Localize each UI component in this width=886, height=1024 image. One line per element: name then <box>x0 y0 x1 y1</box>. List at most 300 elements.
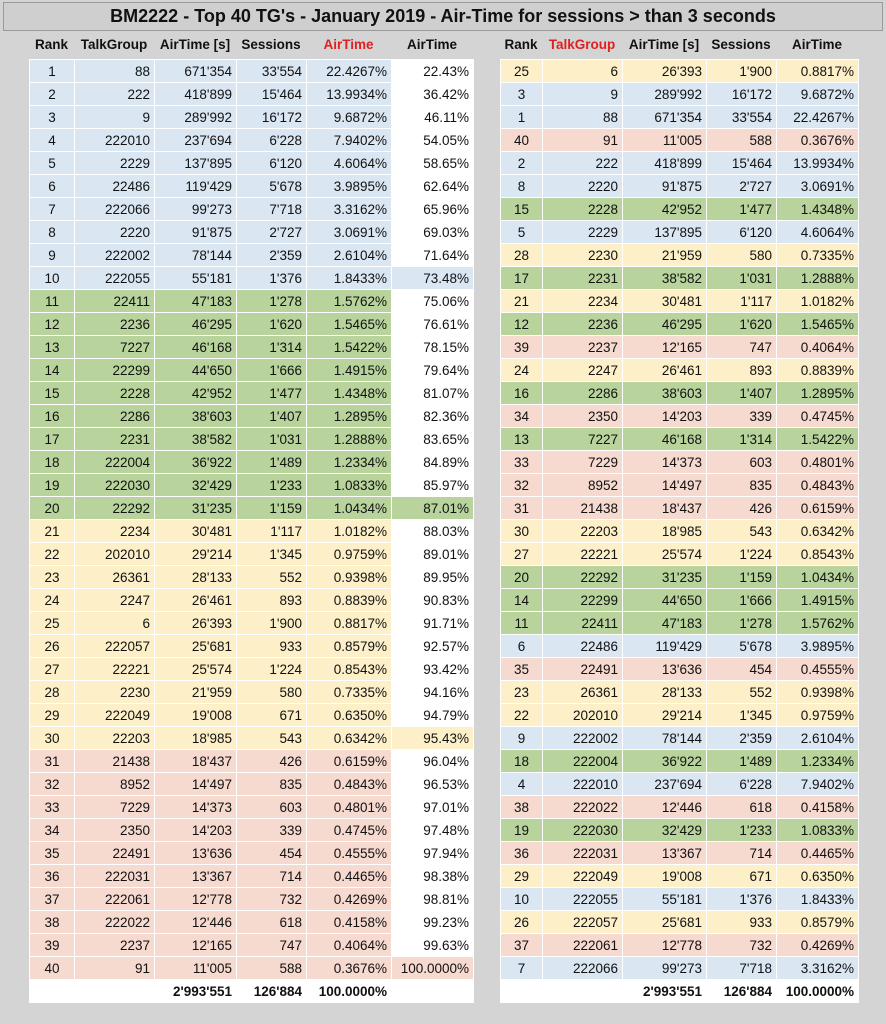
airtime-cumulative-cell: 100.0000% <box>392 957 474 980</box>
rank-cell: 36 <box>501 842 543 865</box>
table-row <box>30 911 474 934</box>
airtime-pct-cell: 0.4269% <box>307 888 392 911</box>
airtime-cumulative-cell: 82.36% <box>392 405 474 428</box>
airtime-seconds-cell: 38'582 <box>623 267 707 290</box>
table-row <box>30 198 474 221</box>
talkgroup-cell: 2237 <box>543 336 623 359</box>
airtime-cumulative-cell: 76.61% <box>392 313 474 336</box>
talkgroup-cell: 222 <box>75 83 155 106</box>
airtime-seconds-cell: 99'273 <box>155 198 237 221</box>
empty-cell <box>543 980 623 1003</box>
talkgroup-cell: 222061 <box>543 934 623 957</box>
airtime-pct-cell: 9.6872% <box>307 106 392 129</box>
airtime-seconds-cell: 671'354 <box>155 60 237 83</box>
airtime-pct-cell: 0.8839% <box>777 359 859 382</box>
airtime-cumulative-cell: 36.42% <box>392 83 474 106</box>
talkgroup-cell: 2230 <box>75 681 155 704</box>
airtime-seconds-cell: 29'214 <box>623 704 707 727</box>
rank-cell: 40 <box>501 129 543 152</box>
rank-cell: 30 <box>30 727 75 750</box>
airtime-pct-cell: 0.6342% <box>777 520 859 543</box>
sessions-cell: 1'314 <box>707 428 777 451</box>
left-header-airtime-seconds: AirTime [s] <box>159 37 231 52</box>
airtime-seconds-cell: 21'959 <box>155 681 237 704</box>
airtime-seconds-cell: 137'895 <box>155 152 237 175</box>
airtime-seconds-cell: 28'133 <box>623 681 707 704</box>
sessions-cell: 33'554 <box>237 60 307 83</box>
airtime-pct-cell: 0.4745% <box>307 819 392 842</box>
airtime-pct-cell: 1.2895% <box>307 405 392 428</box>
rank-cell: 37 <box>501 934 543 957</box>
airtime-pct-cell: 0.8839% <box>307 589 392 612</box>
talkgroup-cell: 202010 <box>75 543 155 566</box>
airtime-seconds-cell: 21'959 <box>623 244 707 267</box>
airtime-pct-cell: 0.7335% <box>777 244 859 267</box>
rank-cell: 14 <box>501 589 543 612</box>
table-row <box>501 175 859 198</box>
rank-cell: 20 <box>501 566 543 589</box>
airtime-pct-cell: 0.9759% <box>777 704 859 727</box>
airtime-seconds-cell: 14'373 <box>155 796 237 819</box>
airtime-seconds-cell: 44'650 <box>623 589 707 612</box>
airtime-pct-cell: 0.8579% <box>777 911 859 934</box>
airtime-cumulative-cell: 93.42% <box>392 658 474 681</box>
rank-cell: 31 <box>501 497 543 520</box>
talkgroup-cell: 7227 <box>543 428 623 451</box>
airtime-pct-cell: 0.7335% <box>307 681 392 704</box>
talkgroup-cell: 26361 <box>543 681 623 704</box>
airtime-pct-cell: 9.6872% <box>777 83 859 106</box>
rank-cell: 16 <box>501 382 543 405</box>
table-row <box>30 106 474 129</box>
airtime-seconds-cell: 18'437 <box>155 750 237 773</box>
airtime-cumulative-cell: 90.83% <box>392 589 474 612</box>
talkgroup-cell: 6 <box>543 60 623 83</box>
table-row <box>30 727 474 750</box>
airtime-pct-cell: 3.0691% <box>307 221 392 244</box>
rank-cell: 1 <box>30 60 75 83</box>
sessions-cell: 603 <box>237 796 307 819</box>
sessions-cell: 1'159 <box>707 566 777 589</box>
airtime-pct-cell: 1.5422% <box>777 428 859 451</box>
talkgroup-cell: 2350 <box>543 405 623 428</box>
airtime-seconds-cell: 18'437 <box>623 497 707 520</box>
airtime-pct-cell: 7.9402% <box>777 773 859 796</box>
talkgroup-cell: 2220 <box>543 175 623 198</box>
airtime-seconds-cell: 26'393 <box>155 612 237 635</box>
sessions-cell: 618 <box>707 796 777 819</box>
airtime-pct-cell: 1.0833% <box>777 819 859 842</box>
sessions-cell: 1'031 <box>237 428 307 451</box>
rank-cell: 15 <box>501 198 543 221</box>
airtime-pct-cell: 1.2895% <box>777 382 859 405</box>
talkgroup-cell: 222057 <box>543 911 623 934</box>
table-row <box>501 612 859 635</box>
rank-cell: 39 <box>30 934 75 957</box>
rank-cell: 23 <box>501 681 543 704</box>
rank-cell: 10 <box>501 888 543 911</box>
airtime-seconds-cell: 30'481 <box>623 290 707 313</box>
table-row <box>30 451 474 474</box>
airtime-seconds-cell: 13'636 <box>623 658 707 681</box>
talkgroup-cell: 22299 <box>543 589 623 612</box>
airtime-cumulative-cell: 91.71% <box>392 612 474 635</box>
sessions-cell: 454 <box>237 842 307 865</box>
sessions-cell: 552 <box>707 681 777 704</box>
airtime-cumulative-cell: 97.48% <box>392 819 474 842</box>
talkgroup-cell: 222 <box>543 152 623 175</box>
talkgroup-cell: 222049 <box>75 704 155 727</box>
talkgroup-cell: 222061 <box>75 888 155 911</box>
airtime-pct-cell: 3.3162% <box>307 198 392 221</box>
rank-cell: 40 <box>30 957 75 980</box>
sessions-cell: 16'172 <box>237 106 307 129</box>
airtime-pct-cell: 0.8543% <box>777 543 859 566</box>
rank-cell: 3 <box>30 106 75 129</box>
totals-row <box>30 980 474 1003</box>
talkgroup-cell: 6 <box>75 612 155 635</box>
sessions-cell: 426 <box>707 497 777 520</box>
airtime-pct-cell: 0.4555% <box>777 658 859 681</box>
rank-cell: 12 <box>501 313 543 336</box>
talkgroup-cell: 222022 <box>75 911 155 934</box>
airtime-seconds-cell: 46'168 <box>623 428 707 451</box>
sessions-cell: 1'477 <box>707 198 777 221</box>
airtime-seconds-cell: 44'650 <box>155 359 237 382</box>
rank-cell: 24 <box>501 359 543 382</box>
table-row <box>501 405 859 428</box>
table-row <box>501 221 859 244</box>
table-row <box>501 543 859 566</box>
airtime-cumulative-cell: 54.05% <box>392 129 474 152</box>
sessions-cell: 15'464 <box>707 152 777 175</box>
sessions-cell: 2'727 <box>707 175 777 198</box>
airtime-pct-cell: 0.6159% <box>307 750 392 773</box>
sessions-cell: 1'224 <box>707 543 777 566</box>
sessions-cell: 1'376 <box>237 267 307 290</box>
talkgroup-cell: 222010 <box>75 129 155 152</box>
airtime-seconds-cell: 99'273 <box>623 957 707 980</box>
talkgroup-cell: 2234 <box>543 290 623 313</box>
airtime-pct-cell: 1.2888% <box>307 428 392 451</box>
airtime-cumulative-cell: 22.43% <box>392 60 474 83</box>
sessions-cell: 15'464 <box>237 83 307 106</box>
rank-cell: 20 <box>30 497 75 520</box>
sessions-cell: 714 <box>707 842 777 865</box>
airtime-cumulative-cell: 81.07% <box>392 382 474 405</box>
rank-cell: 28 <box>501 244 543 267</box>
talkgroup-cell: 2231 <box>75 428 155 451</box>
rank-cell: 18 <box>501 750 543 773</box>
airtime-pct-cell: 0.4843% <box>777 474 859 497</box>
sessions-cell: 552 <box>237 566 307 589</box>
rank-cell: 32 <box>501 474 543 497</box>
airtime-seconds-cell: 78'144 <box>623 727 707 750</box>
airtime-pct-cell: 1.5762% <box>777 612 859 635</box>
airtime-seconds-cell: 42'952 <box>623 198 707 221</box>
sessions-cell: 747 <box>707 336 777 359</box>
rank-cell: 24 <box>30 589 75 612</box>
right-sorted-table <box>500 59 859 1003</box>
airtime-pct-cell: 0.6159% <box>777 497 859 520</box>
sessions-cell: 1'900 <box>707 60 777 83</box>
table-row <box>501 957 859 980</box>
airtime-cumulative-cell: 87.01% <box>392 497 474 520</box>
airtime-pct-cell: 1.4915% <box>777 589 859 612</box>
airtime-pct-cell: 22.4267% <box>307 60 392 83</box>
talkgroup-cell: 222030 <box>75 474 155 497</box>
rank-cell: 36 <box>30 865 75 888</box>
airtime-pct-cell: 1.0182% <box>777 290 859 313</box>
table-row <box>501 497 859 520</box>
sessions-cell: 747 <box>237 934 307 957</box>
talkgroup-cell: 22411 <box>75 290 155 313</box>
talkgroup-cell: 2220 <box>75 221 155 244</box>
rank-cell: 4 <box>30 129 75 152</box>
airtime-pct-cell: 3.3162% <box>777 957 859 980</box>
talkgroup-cell: 222002 <box>543 727 623 750</box>
airtime-pct-cell: 0.8817% <box>777 60 859 83</box>
rank-cell: 39 <box>501 336 543 359</box>
talkgroup-cell: 222002 <box>75 244 155 267</box>
sessions-cell: 339 <box>237 819 307 842</box>
airtime-seconds-cell: 46'168 <box>155 336 237 359</box>
talkgroup-cell: 7229 <box>75 796 155 819</box>
airtime-cumulative-cell: 97.94% <box>392 842 474 865</box>
airtime-pct-cell: 22.4267% <box>777 106 859 129</box>
table-row <box>501 750 859 773</box>
table-row <box>30 842 474 865</box>
airtime-pct-cell: 1.8433% <box>307 267 392 290</box>
talkgroup-cell: 2230 <box>543 244 623 267</box>
total-airtime-cell: 2'993'551 <box>623 980 707 1003</box>
table-row <box>501 796 859 819</box>
rank-cell: 11 <box>30 290 75 313</box>
sessions-cell: 1'376 <box>707 888 777 911</box>
talkgroup-cell: 22203 <box>543 520 623 543</box>
airtime-pct-cell: 0.4269% <box>777 934 859 957</box>
airtime-pct-cell: 1.0434% <box>307 497 392 520</box>
airtime-seconds-cell: 19'008 <box>623 865 707 888</box>
airtime-seconds-cell: 55'181 <box>155 267 237 290</box>
airtime-cumulative-cell: 79.64% <box>392 359 474 382</box>
airtime-pct-cell: 4.6064% <box>777 221 859 244</box>
rank-cell: 30 <box>501 520 543 543</box>
rank-cell: 21 <box>501 290 543 313</box>
airtime-seconds-cell: 91'875 <box>155 221 237 244</box>
airtime-seconds-cell: 25'574 <box>623 543 707 566</box>
table-row <box>30 635 474 658</box>
airtime-cumulative-cell: 98.81% <box>392 888 474 911</box>
talkgroup-cell: 222049 <box>543 865 623 888</box>
table-row <box>501 934 859 957</box>
table-row <box>501 451 859 474</box>
talkgroup-cell: 22486 <box>543 635 623 658</box>
talkgroup-cell: 91 <box>75 957 155 980</box>
airtime-cumulative-cell: 95.43% <box>392 727 474 750</box>
airtime-pct-cell: 1.8433% <box>777 888 859 911</box>
talkgroup-cell: 2286 <box>75 405 155 428</box>
rank-cell: 6 <box>501 635 543 658</box>
sessions-cell: 1'489 <box>237 451 307 474</box>
airtime-seconds-cell: 25'574 <box>155 658 237 681</box>
talkgroup-cell: 2229 <box>75 152 155 175</box>
airtime-seconds-cell: 31'235 <box>155 497 237 520</box>
airtime-seconds-cell: 12'778 <box>155 888 237 911</box>
airtime-pct-cell: 0.4064% <box>777 336 859 359</box>
sessions-cell: 2'727 <box>237 221 307 244</box>
airtime-cumulative-cell: 89.01% <box>392 543 474 566</box>
rank-cell: 38 <box>30 911 75 934</box>
airtime-seconds-cell: 14'203 <box>155 819 237 842</box>
airtime-pct-cell: 3.9895% <box>307 175 392 198</box>
rank-cell: 9 <box>30 244 75 267</box>
airtime-seconds-cell: 418'899 <box>155 83 237 106</box>
table-row <box>501 313 859 336</box>
airtime-pct-cell: 0.3676% <box>307 957 392 980</box>
talkgroup-cell: 21438 <box>75 750 155 773</box>
airtime-pct-cell: 0.3676% <box>777 129 859 152</box>
airtime-pct-cell: 1.0434% <box>777 566 859 589</box>
airtime-seconds-cell: 47'183 <box>623 612 707 635</box>
right-header-rank: Rank <box>504 37 538 52</box>
airtime-pct-cell: 3.9895% <box>777 635 859 658</box>
rank-cell: 8 <box>501 175 543 198</box>
talkgroup-cell: 22221 <box>543 543 623 566</box>
talkgroup-cell: 2228 <box>543 198 623 221</box>
table-row <box>30 612 474 635</box>
rank-cell: 17 <box>501 267 543 290</box>
airtime-cumulative-cell: 58.65% <box>392 152 474 175</box>
rank-cell: 21 <box>30 520 75 543</box>
rank-cell: 2 <box>30 83 75 106</box>
rank-cell: 5 <box>30 152 75 175</box>
airtime-pct-cell: 0.8543% <box>307 658 392 681</box>
table-row <box>501 865 859 888</box>
table-row <box>501 819 859 842</box>
table-row <box>501 589 859 612</box>
total-pct-cell: 100.0000% <box>777 980 859 1003</box>
empty-cell <box>501 980 543 1003</box>
total-sessions-cell: 126'884 <box>237 980 307 1003</box>
sessions-cell: 893 <box>707 359 777 382</box>
airtime-seconds-cell: 32'429 <box>155 474 237 497</box>
table-row <box>30 129 474 152</box>
sessions-cell: 1'407 <box>237 405 307 428</box>
airtime-pct-cell: 0.4801% <box>777 451 859 474</box>
airtime-pct-cell: 4.6064% <box>307 152 392 175</box>
sessions-cell: 588 <box>237 957 307 980</box>
talkgroup-cell: 222055 <box>75 267 155 290</box>
airtime-seconds-cell: 38'603 <box>155 405 237 428</box>
talkgroup-cell: 222057 <box>75 635 155 658</box>
table-row <box>501 520 859 543</box>
rank-cell: 34 <box>501 405 543 428</box>
sessions-cell: 1'345 <box>707 704 777 727</box>
airtime-pct-cell: 0.4745% <box>777 405 859 428</box>
sessions-cell: 603 <box>707 451 777 474</box>
airtime-pct-cell: 0.8579% <box>307 635 392 658</box>
table-row <box>501 152 859 175</box>
sessions-cell: 1'278 <box>237 290 307 313</box>
sessions-cell: 6'120 <box>237 152 307 175</box>
sessions-cell: 2'359 <box>707 727 777 750</box>
airtime-cumulative-cell: 46.11% <box>392 106 474 129</box>
table-row <box>30 290 474 313</box>
total-airtime-cell: 2'993'551 <box>155 980 237 1003</box>
table-row <box>501 842 859 865</box>
table-row <box>501 359 859 382</box>
table-row <box>501 773 859 796</box>
airtime-pct-cell: 0.6342% <box>307 727 392 750</box>
table-row <box>30 382 474 405</box>
rank-cell: 29 <box>30 704 75 727</box>
airtime-seconds-cell: 119'429 <box>623 635 707 658</box>
rank-cell: 12 <box>30 313 75 336</box>
sessions-cell: 1'489 <box>707 750 777 773</box>
talkgroup-cell: 9 <box>75 106 155 129</box>
table-row <box>30 83 474 106</box>
airtime-pct-cell: 0.6350% <box>777 865 859 888</box>
talkgroup-cell: 2247 <box>543 359 623 382</box>
airtime-seconds-cell: 11'005 <box>623 129 707 152</box>
airtime-cumulative-cell: 94.16% <box>392 681 474 704</box>
talkgroup-cell: 2229 <box>543 221 623 244</box>
talkgroup-cell: 21438 <box>543 497 623 520</box>
talkgroup-cell: 91 <box>543 129 623 152</box>
airtime-seconds-cell: 46'295 <box>155 313 237 336</box>
airtime-pct-cell: 2.6104% <box>777 727 859 750</box>
airtime-pct-cell: 1.2334% <box>307 451 392 474</box>
airtime-seconds-cell: 26'461 <box>155 589 237 612</box>
sessions-cell: 16'172 <box>707 83 777 106</box>
airtime-seconds-cell: 18'985 <box>623 520 707 543</box>
airtime-pct-cell: 13.9934% <box>307 83 392 106</box>
airtime-seconds-cell: 119'429 <box>155 175 237 198</box>
airtime-seconds-cell: 42'952 <box>155 382 237 405</box>
airtime-cumulative-cell: 88.03% <box>392 520 474 543</box>
sessions-cell: 933 <box>707 911 777 934</box>
rank-cell: 14 <box>30 359 75 382</box>
rank-cell: 13 <box>30 336 75 359</box>
sessions-cell: 1'666 <box>237 359 307 382</box>
sessions-cell: 33'554 <box>707 106 777 129</box>
table-row <box>30 658 474 681</box>
sessions-cell: 426 <box>237 750 307 773</box>
sessions-cell: 933 <box>237 635 307 658</box>
talkgroup-cell: 2234 <box>75 520 155 543</box>
airtime-seconds-cell: 91'875 <box>623 175 707 198</box>
airtime-seconds-cell: 137'895 <box>623 221 707 244</box>
table-row <box>30 957 474 980</box>
table-row <box>501 681 859 704</box>
rank-cell: 33 <box>30 796 75 819</box>
airtime-cumulative-cell: 99.23% <box>392 911 474 934</box>
sessions-cell: 580 <box>237 681 307 704</box>
sessions-cell: 618 <box>237 911 307 934</box>
airtime-seconds-cell: 14'497 <box>623 474 707 497</box>
airtime-seconds-cell: 78'144 <box>155 244 237 267</box>
airtime-cumulative-cell: 62.64% <box>392 175 474 198</box>
rank-cell: 1 <box>501 106 543 129</box>
airtime-seconds-cell: 671'354 <box>623 106 707 129</box>
sessions-cell: 339 <box>707 405 777 428</box>
airtime-pct-cell: 0.4465% <box>307 865 392 888</box>
talkgroup-cell: 88 <box>543 106 623 129</box>
sessions-cell: 543 <box>707 520 777 543</box>
airtime-cumulative-cell: 85.97% <box>392 474 474 497</box>
total-pct-cell: 100.0000% <box>307 980 392 1003</box>
